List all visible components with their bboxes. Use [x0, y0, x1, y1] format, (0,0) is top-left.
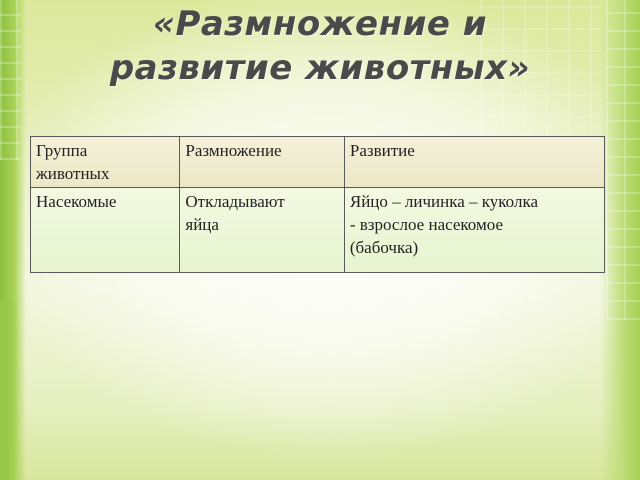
- cell-development: [344, 188, 604, 273]
- header-cell-reproduction: [180, 137, 344, 188]
- header-label: Группа животных: [36, 141, 110, 183]
- table-row: [31, 188, 605, 273]
- header-cell-development: [344, 137, 604, 188]
- left-squares-pattern: [0, 0, 22, 160]
- cell-text: Насекомые: [36, 192, 117, 211]
- slide-title: [40, 2, 600, 90]
- animals-table: [30, 136, 605, 273]
- cell-text: Яйцо – личинка – куколка - взрослое насекомое (бабочка): [349, 192, 538, 257]
- title-line-2: развитие животных»: [109, 48, 531, 88]
- right-squares-pattern: [606, 0, 640, 320]
- title-line-1: «Размножение и: [152, 4, 488, 44]
- left-lower-band: [0, 300, 18, 480]
- cell-reproduction: [180, 188, 344, 273]
- header-label: Размножение: [185, 141, 282, 160]
- cell-group: [31, 188, 180, 273]
- cell-text: Откладывают яйца: [185, 192, 285, 234]
- header-label: Развитие: [349, 141, 415, 160]
- header-cell-group: [31, 137, 180, 188]
- table-header-row: [31, 137, 605, 188]
